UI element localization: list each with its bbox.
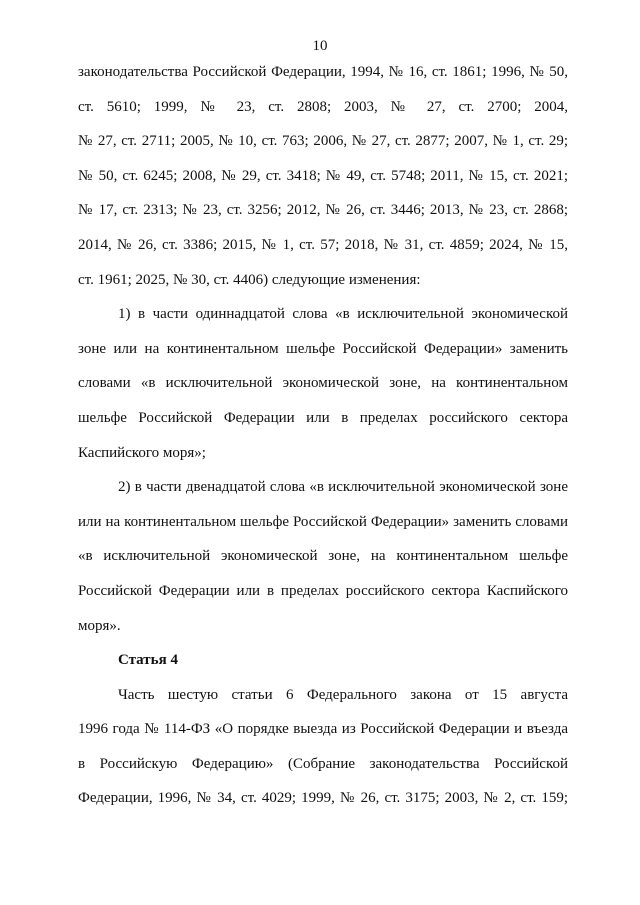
list-item-1-line: 1) в части одиннадцатой слова «в исключительной экономической: [118, 306, 568, 323]
text-line: 1996 года № 114-ФЗ «О порядке выезда из Российской Федерации и въезда: [78, 721, 568, 738]
text-line: Каспийского моря»;: [78, 444, 206, 461]
text-line: 2014, № 26, ст. 3386; 2015, № 1, ст. 57; 2018, № 31, ст. 4859; 2024, № 15,: [78, 236, 568, 253]
text-line: словами «в исключительной экономической зоне, на континентальном: [78, 375, 568, 392]
text-line: № 17, ст. 2313; № 23, ст. 3256; 2012, № 26, ст. 3446; 2013, № 23, ст. 2868;: [78, 202, 568, 219]
text-line: шельфе Российской Федерации или в пределах российского сектора: [78, 409, 568, 426]
text-line: Федерации, 1996, № 34, ст. 4029; 1999, № 26, ст. 3175; 2003, № 2, ст. 159;: [78, 790, 568, 807]
article-heading: Статья 4: [118, 652, 178, 669]
text-line: зоне или на континентальном шельфе Российской Федерации» заменить: [78, 340, 568, 357]
text-line: № 50, ст. 6245; 2008, № 29, ст. 3418; № 49, ст. 5748; 2011, № 15, ст. 2021;: [78, 167, 568, 184]
text-line: «в исключительной экономической зоне, на континентальном шельфе: [78, 548, 568, 565]
text-line: в Российскую Федерацию» (Собрание законодательства Российской: [78, 755, 568, 772]
text-line: № 27, ст. 2711; 2005, № 10, ст. 763; 2006, № 27, ст. 2877; 2007, № 1, ст. 29;: [78, 133, 568, 150]
text-line: моря».: [78, 617, 121, 634]
text-line: ст. 1961; 2025, № 30, ст. 4406) следующие изменения:: [78, 271, 421, 288]
text-line: или на континентальном шельфе Российской Федерации» заменить словами: [78, 513, 568, 530]
list-item-2-line: 2) в части двенадцатой слова «в исключительной экономической зоне: [118, 479, 568, 496]
text-line: законодательства Российской Федерации, 1994, № 16, ст. 1861; 1996, № 50,: [78, 64, 568, 80]
paragraph-first-line: Часть шестую статьи 6 Федерального закона от 15 августа: [118, 686, 568, 703]
document-body: [78, 61, 568, 822]
text-line: Российской Федерации или в пределах российского сектора Каспийского: [78, 582, 568, 599]
page-number: 10: [312, 38, 328, 54]
text-line: ст. 5610; 1999, № 23, ст. 2808; 2003, № 27, ст. 2700; 2004,: [78, 98, 568, 115]
